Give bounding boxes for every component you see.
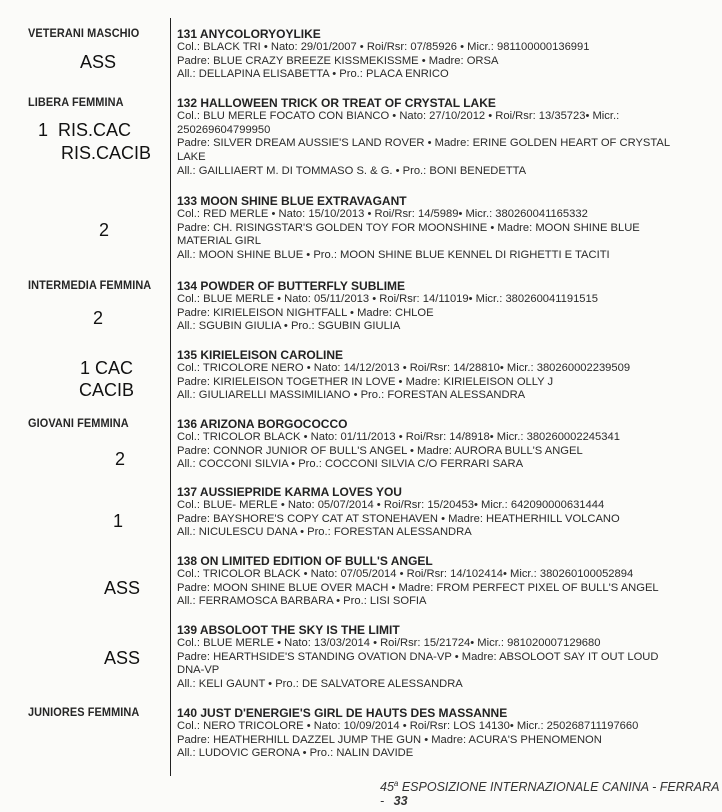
class-label-giovani-femmina: GIOVANI FEMMINA <box>28 418 129 430</box>
edition-number: 45 <box>380 780 394 795</box>
entry-line: MATERIAL GIRL <box>177 235 261 248</box>
entry-132 <box>177 96 677 179</box>
entry-line: Padre: KIRIELEISON TOGETHER IN LOVE • Madre: KIRIELEISON OLLY J <box>177 375 554 388</box>
entry-title: 132 HALLOWEEN TRICK OR TREAT OF CRYSTAL LAKE <box>177 96 496 110</box>
entry-title: 134 POWDER OF BUTTERFLY SUBLIME <box>177 279 406 293</box>
entry-line: All.: MOON SHINE BLUE • Pro.: MOON SHINE BLUE KENNEL DI RIGHETTI E TACITI <box>177 249 610 262</box>
result-139: ASS <box>104 648 141 668</box>
entry-line: Col.: BLUE MERLE • Nato: 05/11/2013 • Roi/Rsr: 14/11019• Micr.: 380260041191515 <box>177 293 598 305</box>
entry-line: Padre: CH. RISINGSTAR'S GOLDEN TOY FOR MOONSHINE • Madre: MOON SHINE BLUE <box>177 221 640 234</box>
entry-line: All.: GAILLIAERT M. DI TOMMASO S. & G. • Pro.: BONI BENEDETTA <box>177 164 527 177</box>
edition-ordinal: a <box>393 779 399 788</box>
entry-131 <box>177 27 677 82</box>
entry-139 <box>177 623 677 692</box>
result-136: 2 <box>115 449 126 469</box>
footer-text: ESPOSIZIONE INTERNAZIONALE CANINA - FERRARA - <box>380 780 720 809</box>
result-131: ASS <box>80 52 117 72</box>
result-134: 2 <box>93 308 104 328</box>
column-divider <box>170 18 171 776</box>
entry-138 <box>177 554 677 609</box>
entry-line: Padre: CONNOR JUNIOR OF BULL'S ANGEL • Madre: AURORA BULL'S ANGEL <box>177 444 583 457</box>
entry-title: 140 JUST D'ENERGIE'S GIRL DE HAUTS DES MASSANNE <box>177 706 508 720</box>
entry-line: Col.: RED MERLE • Nato: 15/10/2013 • Roi/Rsr: 14/5989• Micr.: 380260041165332 <box>177 208 588 220</box>
entry-title: 136 ARIZONA BORGOCOCCO <box>177 417 348 431</box>
entry-line: Col.: NERO TRICOLORE • Nato: 10/09/2014 • Roi/Rsr: LOS 14130• Micr.: 250268711197660 <box>177 720 639 732</box>
entry-line: Padre: MOON SHINE BLUE OVER MACH • Madre: FROM PERFECT PIXEL OF BULL'S ANGEL <box>177 581 659 594</box>
page-footer <box>380 779 722 808</box>
entry-line: LAKE <box>177 151 206 164</box>
entry-137 <box>177 485 677 540</box>
entry-line: All.: LUDOVIC GERONA • Pro.: NALIN DAVIDE <box>177 747 414 760</box>
entry-title: 135 KIRIELEISON CAROLINE <box>177 348 344 362</box>
entry-line: Padre: HEATHERHILL DAZZEL JUMP THE GUN • Madre: ACURA'S PHENOMENON <box>177 733 602 746</box>
entry-title: 137 AUSSIEPRIDE KARMA LOVES YOU <box>177 485 402 499</box>
entry-line: Col.: TRICOLORE NERO • Nato: 14/12/2013 • Roi/Rsr: 14/28810• Micr.: 380260002239509 <box>177 362 631 374</box>
entry-line: Col.: TRICOLOR BLACK • Nato: 01/11/2013 • Roi/Rsr: 14/8918• Micr.: 380260002245341 <box>177 431 620 443</box>
entry-line: Padre: KIRIELEISON NIGHTFALL • Madre: CHLOE <box>177 306 434 319</box>
entry-line: Col.: BLACK TRI • Nato: 29/01/2007 • Roi/Rsr: 07/85926 • Micr.: 981100000136991 <box>177 41 590 53</box>
entry-line: All.: KELI GAUNT • Pro.: DE SALVATORE ALESSANDRA <box>177 678 463 691</box>
entry-line: Col.: TRICOLOR BLACK • Nato: 07/05/2014 • Roi/Rsr: 14/102414• Micr.: 380260100052894 <box>177 568 634 580</box>
entry-133 <box>177 194 677 263</box>
entry-136 <box>177 417 677 472</box>
entry-line: All.: COCCONI SILVIA • Pro.: COCCONI SILVIA C/O FERRARI SARA <box>177 458 524 471</box>
class-label-intermedia-femmina: INTERMEDIA FEMMINA <box>28 280 152 292</box>
class-label-juniores-femmina: JUNIORES FEMMINA <box>28 707 140 719</box>
entry-line: Padre: BAYSHORE'S COPY CAT AT STONEHAVEN • Madre: HEATHERHILL VOLCANO <box>177 512 620 525</box>
entry-line: All.: DELLAPINA ELISABETTA • Pro.: PLACA ENRICO <box>177 68 449 81</box>
class-label-veterani-maschio: VETERANI MASCHIO <box>28 28 140 40</box>
entry-line: Col.: BLUE- MERLE • Nato: 05/07/2014 • Roi/Rsr: 15/20453• Micr.: 642090000631444 <box>177 499 605 511</box>
entry-line: Col.: BLU MERLE FOCATO CON BIANCO • Nato: 27/10/2012 • Roi/Rsr: 13/35723• Micr.: <box>177 110 620 122</box>
page-number: 33 <box>393 794 408 809</box>
entry-line: Padre: HEARTHSIDE'S STANDING OVATION DNA-VP • Madre: ABSOLOOT SAY IT OUT LOUD <box>177 650 659 663</box>
result-132-line1: 1 RIS.CAC <box>38 120 132 140</box>
entry-line: Padre: BLUE CRAZY BREEZE KISSMEKISSME • Madre: ORSA <box>177 54 499 67</box>
entry-line: All.: GIULIARELLI MASSIMILIANO • Pro.: FORESTAN ALESSANDRA <box>177 389 526 402</box>
entry-line: All.: NICULESCU DANA • Pro.: FORESTAN ALESSANDRA <box>177 526 472 539</box>
result-132-line2: RIS.CACIB <box>61 143 152 163</box>
result-137: 1 <box>113 511 124 531</box>
entry-title: 139 ABSOLOOT THE SKY IS THE LIMIT <box>177 623 400 637</box>
entry-line: DNA-VP <box>177 664 220 677</box>
entry-140 <box>177 706 677 761</box>
entry-line: Padre: SILVER DREAM AUSSIE'S LAND ROVER • Madre: ERINE GOLDEN HEART OF CRYSTAL <box>177 137 671 150</box>
entry-line: 250269604799950 <box>177 123 271 136</box>
entry-title: 138 ON LIMITED EDITION OF BULL'S ANGEL <box>177 554 433 568</box>
entry-line: Col.: BLUE MERLE • Nato: 13/03/2014 • Roi/Rsr: 15/21724• Micr.: 981020007129680 <box>177 637 601 649</box>
entry-135 <box>177 348 677 403</box>
entry-line: All.: SGUBIN GIULIA • Pro.: SGUBIN GIULIA <box>177 320 401 333</box>
result-133: 2 <box>99 220 110 240</box>
result-138: ASS <box>104 578 141 598</box>
entry-line: All.: FERRAMOSCA BARBARA • Pro.: LISI SOFIA <box>177 595 427 608</box>
result-135-line1: 1 CAC <box>80 358 134 378</box>
entry-134 <box>177 279 677 334</box>
class-label-libera-femmina: LIBERA FEMMINA <box>28 97 124 109</box>
result-135-line2: CACIB <box>79 380 135 400</box>
entry-title: 133 MOON SHINE BLUE EXTRAVAGANT <box>177 194 407 208</box>
entry-title: 131 ANYCOLORYOYLIKE <box>177 27 321 41</box>
